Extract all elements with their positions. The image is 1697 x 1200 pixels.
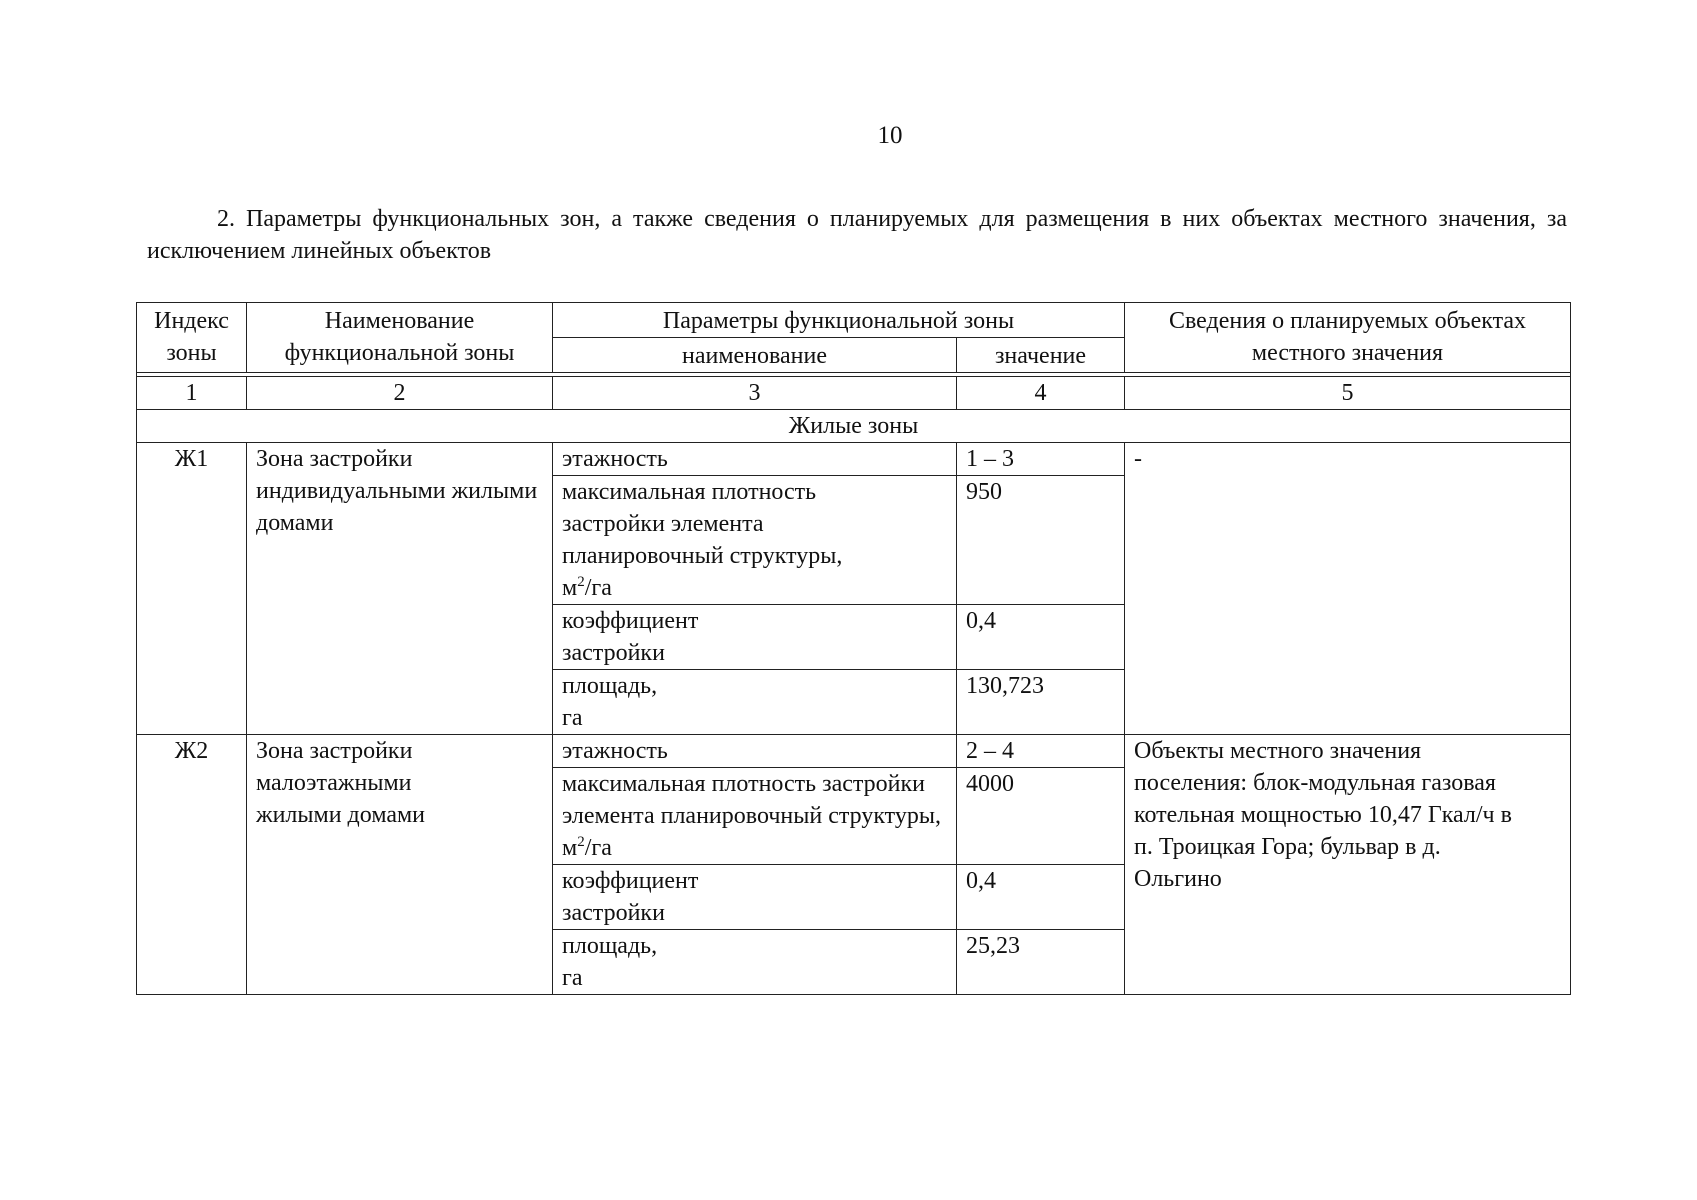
section-row <box>137 410 1571 443</box>
param-value: 0,4 <box>957 605 1125 670</box>
header-info: Сведения о планируемых объектах местного значения <box>1125 303 1571 373</box>
column-number: 2 <box>247 377 553 410</box>
param-unit: м <box>562 835 578 861</box>
zone-index: Ж2 <box>137 735 247 995</box>
param-name-text: максимальная плотность застройки элемента планировочный структуры, <box>562 771 941 829</box>
param-unit: м <box>562 575 578 601</box>
column-number: 1 <box>137 377 247 410</box>
table-row <box>137 443 1571 476</box>
param-value: 4000 <box>957 768 1125 865</box>
header-param-value: значение <box>957 338 1125 373</box>
param-unit-sup: 2 <box>577 574 585 590</box>
param-name: этажность <box>553 443 957 476</box>
param-value: 0,4 <box>957 865 1125 930</box>
table-row <box>137 735 1571 768</box>
header-params: Параметры функциональной зоны <box>553 303 1125 338</box>
param-name <box>553 930 957 995</box>
param-name <box>553 670 957 735</box>
zone-index: Ж1 <box>137 443 247 735</box>
intro-text: 2. Параметры функциональных зон, а также сведения о планируемых для размещения в них объектах местного значения, за исключением линейных объектов <box>147 206 1567 264</box>
param-name <box>553 768 957 865</box>
param-value: 25,23 <box>957 930 1125 995</box>
param-name: коэффициент застройки <box>553 865 957 930</box>
param-value: 1 – 3 <box>957 443 1125 476</box>
column-number: 3 <box>553 377 957 410</box>
param-unit-sup: 2 <box>577 834 585 850</box>
section-title: Жилые зоны <box>137 410 1571 443</box>
param-name-text: максимальная плотность застройки элемента планировочный структуры, <box>562 479 843 569</box>
param-name-text: площадь, <box>562 673 658 699</box>
column-number: 4 <box>957 377 1125 410</box>
param-unit-tail: /га <box>584 835 612 861</box>
param-unit: га <box>562 965 583 991</box>
page-number: 10 <box>877 122 903 149</box>
intro-paragraph <box>147 203 1567 267</box>
param-name-text: площадь, <box>562 933 658 959</box>
header-zone-name: Наименование функциональной зоны <box>247 303 553 373</box>
column-number: 5 <box>1125 377 1571 410</box>
zone-name: Зона застройки индивидуальными жилыми домами <box>247 443 553 735</box>
param-unit: га <box>562 705 583 731</box>
header-row-top <box>137 303 1571 338</box>
param-name: этажность <box>553 735 957 768</box>
header-param-name: наименование <box>553 338 957 373</box>
column-numbers-row <box>137 377 1571 410</box>
param-name <box>553 476 957 605</box>
header-zone-index: Индекс зоны <box>137 303 247 373</box>
param-value: 950 <box>957 476 1125 605</box>
param-value: 130,723 <box>957 670 1125 735</box>
param-name: коэффициент застройки <box>553 605 957 670</box>
zone-info: - <box>1125 443 1571 735</box>
zone-info: Объекты местного значения поселения: блок-модульная газовая котельная мощностью 10,47 Гкал/ч в п. Троицкая Гора; бульвар в д. Ольгино <box>1125 735 1571 995</box>
param-unit-tail: /га <box>584 575 612 601</box>
zones-parameters-table <box>136 302 1571 995</box>
zone-name: Зона застройки малоэтажными жилыми домами <box>247 735 553 995</box>
param-value: 2 – 4 <box>957 735 1125 768</box>
